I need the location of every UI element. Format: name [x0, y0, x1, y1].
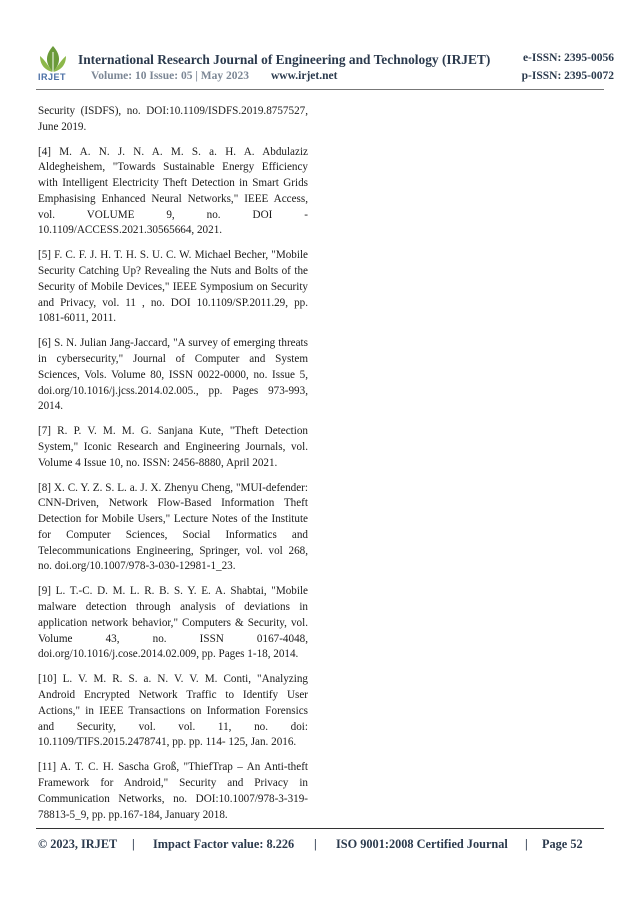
page-footer — [36, 837, 596, 857]
reference-item: [4] M. A. N. J. N. A. M. S. a. H. A. Abdulaziz Aldegheishem, "Towards Sustainable Energy Efficiency with Intelligent Electricity Theft Detection in Smart Grids Emphasising Enhanced Neural Networks," IEEE Access, vol. VOLUME 9, no. DOI - 10.1109/ACCESS.2021.30565664, 2021. — [38, 145, 308, 237]
iso-certification: ISO 9001:2008 Certified Journal — [336, 837, 508, 851]
page-header — [0, 0, 638, 100]
header-divider — [36, 89, 604, 90]
eissn: e-ISSN: 2395-0056 — [522, 52, 614, 64]
reference-item: [11] A. T. C. H. Sascha Groß, "ThiefTrap – An Anti-theft Framework for Android," Security and Privacy in Communication Networks, no. DOI:10.1007/978-3-319-78813-5_9, pp. pp.167-184, January 2018. — [38, 761, 308, 821]
footer-separator: | — [314, 837, 317, 851]
reference-item: [9] L. T.-C. D. M. L. R. B. S. Y. E. A. Shabtai, "Mobile malware detection through analysis of deviations in application network behavior," Computers & Security, vol. Volume 43, no. ISSN 0167-4048, doi.org/10.1016/j.cose.2014.02.009, pp. Pages 1-18, 2014. — [38, 585, 308, 661]
impact-factor: Impact Factor value: 8.226 — [153, 837, 295, 851]
volume-issue: Volume: 10 Issue: 05 | May 2023 — [91, 70, 249, 82]
page-number: Page 52 — [542, 837, 583, 851]
journal-title: International Research Journal of Engineering and Technology (IRJET) — [78, 52, 491, 67]
reference-item: [5] F. C. F. J. H. T. H. S. U. C. W. Michael Becher, "Mobile Security Catching Up? Revealing the Nuts and Bolts of the Security of Mobile Devices," IEEE Symposium on Security and Privacy, vol. 11 , no. DOI 10.1109/SP.2011.29, pp. 1081-6011, 2011. — [38, 249, 308, 325]
reference-list — [38, 104, 308, 832]
reference-item: [6] S. N. Julian Jang-Jaccard, "A survey of emerging threats in cybersecurity," Journal of Computer and System Sciences, Vols. Volume 80, ISSN 0022-0000, no. Issue 5, doi.org/10.1016/j.jcss.2014.02.005., pp. Pages 973-993, 2014. — [38, 337, 308, 413]
reference-item: Security (ISDFS), no. DOI:10.1109/ISDFS.2019.8757527, June 2019. — [38, 105, 308, 133]
copyright: © 2023, IRJET — [38, 837, 118, 851]
logo-label: IRJET — [38, 72, 67, 82]
journal-website-link[interactable]: www.irjet.net — [271, 70, 338, 82]
reference-item: [10] L. V. M. R. S. a. N. V. V. M. Conti, "Analyzing Android Encrypted Network Traffic to Identify User Actions," in IEEE Transactions on Information Forensics and Security, vol. vol. 11, no. doi: 10.1109/TIFS.2015.2478741, pp. pp. 114- 125, Jan. 2016. — [38, 673, 308, 749]
reference-item: [7] R. P. V. M. M. G. Sanjana Kute, "Theft Detection System," Iconic Research and Engineering Journals, vol. Volume 4 Issue 10, no. ISSN: 2456-8880, April 2021. — [38, 425, 308, 469]
pissn: p-ISSN: 2395-0072 — [521, 70, 614, 82]
footer-divider — [36, 828, 604, 829]
reference-item: [8] X. C. Y. Z. S. L. a. J. X. Zhenyu Cheng, "MUI-defender: CNN-Driven, Network Flow-Based Information Theft Detection for Mobile Users," Lecture Notes of the Institute for Computer Sciences, Social Informatics and Telecommunications Engineering, Springer, vol. vol 268, no. doi.org/10.1007/978-3-030-12981-1_23. — [38, 481, 308, 573]
footer-separator: | — [132, 837, 135, 851]
footer-separator: | — [525, 837, 528, 851]
